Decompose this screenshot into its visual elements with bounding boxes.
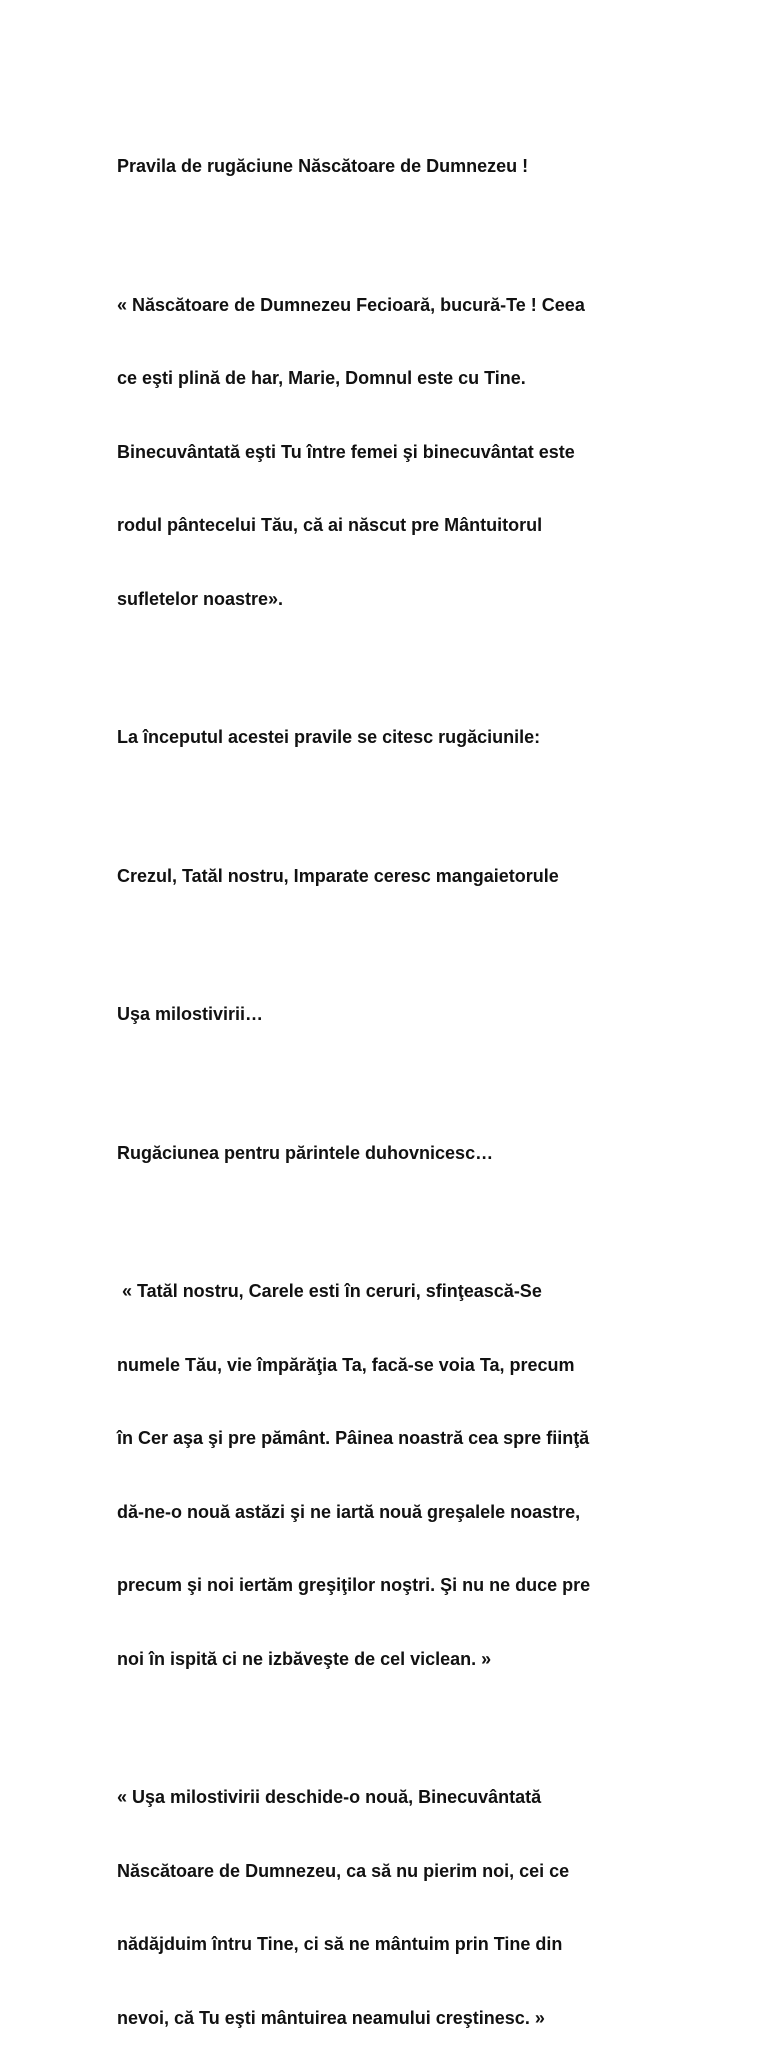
text-line: nădăjduim întru Tine, ci să ne mântuim prin Tine din [117, 1934, 563, 1954]
text-line: dă-ne-o nouă astăzi şi ne iartă nouă greşalele noastre, [117, 1501, 581, 1522]
text-line: « Născătoare de Dumnezeu Fecioară, bucură-Te ! Ceea [117, 294, 585, 315]
document-body [117, 105, 657, 2048]
text-line: Născătoare de Dumnezeu, ca să nu pierim noi, cei ce [117, 1860, 570, 1881]
paragraph-nascatoare-prayer [117, 244, 657, 661]
text-line: noi în ispită ci ne izbăveşte de cel viclean. » [117, 1648, 492, 1669]
paragraph-prayer-list [117, 815, 657, 938]
paragraph-usa-milostivirii-title [117, 953, 657, 1076]
text-line: Uşa milostivirii… [117, 1004, 264, 1024]
text-line: numele Tău, vie împărăţia Ta, facă-se voia Ta, precum [117, 1354, 575, 1375]
paragraph-tatal-nostru [117, 1230, 657, 1720]
text-line: « Uşa milostivirii deschide-o nouă, Binecuvântată [117, 1787, 542, 1807]
paragraph-duhovnic-title [117, 1092, 657, 1215]
document-title [117, 105, 657, 228]
paragraph-usa-milostivirii [117, 1736, 657, 2048]
text-line: Rugăciunea pentru părintele duhovnicesc… [117, 1142, 494, 1163]
text-line: ce eşti plină de har, Marie, Domnul este cu Tine. [117, 368, 526, 388]
text-line: Crezul, Tatăl nostru, Imparate ceresc mangaietorule [117, 865, 559, 886]
text-line: în Cer aşa şi pre pământ. Pâinea noastră cea spre fiinţă [117, 1428, 590, 1448]
text-line: sufletelor noastre». [117, 588, 284, 609]
text-line: « Tatăl nostru, Carele esti în ceruri, sfinţească-Se [117, 1281, 542, 1301]
paragraph-intro [117, 676, 657, 799]
text-line: Pravila de rugăciune Născătoare de Dumnezeu ! [117, 156, 529, 176]
text-line: nevoi, că Tu eşti mântuirea neamului creştinesc. » [117, 2007, 545, 2028]
text-line: La începutul acestei pravile se citesc rugăciunile: [117, 727, 541, 747]
text-line: precum şi noi iertăm greşiţilor noştri. Şi nu ne duce pre [117, 1575, 591, 1595]
text-line: rodul pântecelui Tău, că ai născut pre Mântuitorul [117, 515, 543, 535]
text-line: Binecuvântată eşti Tu între femei şi binecuvântat este [117, 441, 575, 462]
